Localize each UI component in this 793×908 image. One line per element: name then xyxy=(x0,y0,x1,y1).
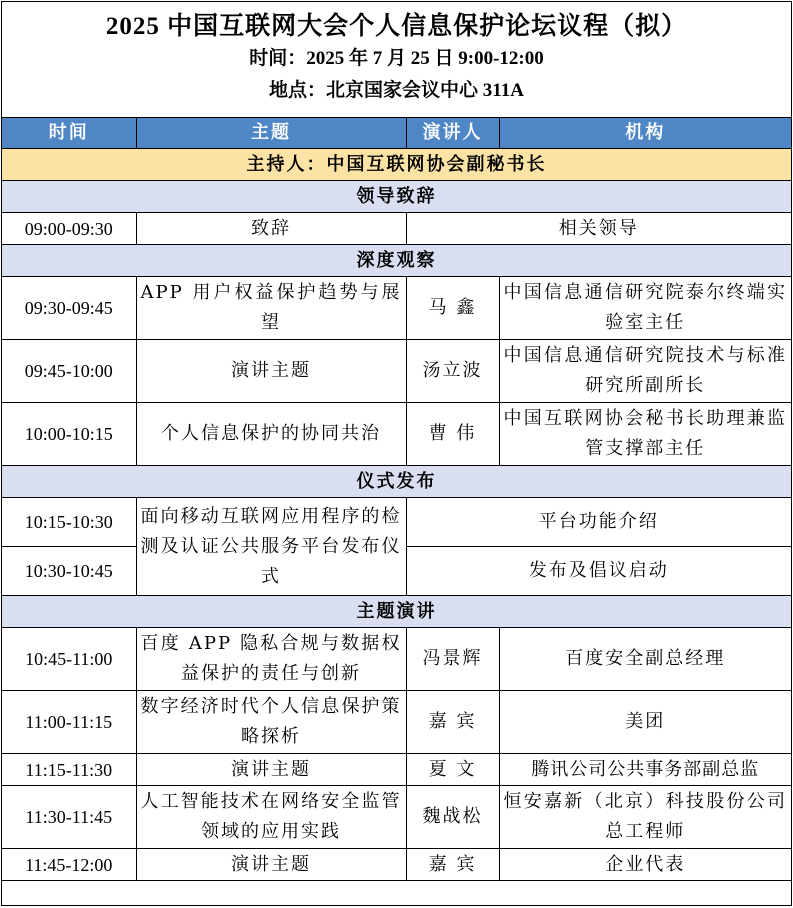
agenda-table xyxy=(2,118,791,881)
speaker-cell: 嘉 宾 xyxy=(406,849,499,881)
agenda-header xyxy=(2,2,791,118)
topic-cell: 致辞 xyxy=(136,213,406,245)
table-row xyxy=(2,498,791,547)
table-row xyxy=(2,340,791,403)
time-cell: 11:45-12:00 xyxy=(2,849,136,881)
speaker-cell: 嘉 宾 xyxy=(406,691,499,754)
org-cell: 中国信息通信研究院泰尔终端实验室主任 xyxy=(499,277,791,340)
org-cell: 恒安嘉新（北京）科技股份公司总工程师 xyxy=(499,786,791,849)
time-cell: 10:30-10:45 xyxy=(2,547,136,596)
table-row xyxy=(2,277,791,340)
section-title: 仪式发布 xyxy=(2,466,791,498)
topic-cell: 演讲主题 xyxy=(136,754,406,786)
column-header-time: 时间 xyxy=(2,118,136,149)
column-header-org: 机构 xyxy=(499,118,791,149)
host-row xyxy=(2,149,791,181)
column-header-speaker: 演讲人 xyxy=(406,118,499,149)
topic-cell: 面向移动互联网应用程序的检测及认证公共服务平台发布仪式 xyxy=(136,498,406,596)
time-cell: 11:30-11:45 xyxy=(2,786,136,849)
time-cell: 10:00-10:15 xyxy=(2,403,136,466)
table-row xyxy=(2,786,791,849)
speaker-cell: 冯景辉 xyxy=(406,628,499,691)
topic-cell: 个人信息保护的协同共治 xyxy=(136,403,406,466)
time-cell: 10:15-10:30 xyxy=(2,498,136,547)
topic-cell: 演讲主题 xyxy=(136,849,406,881)
time-line: 时间：2025 年 7 月 25 日 9:00-12:00 xyxy=(249,48,544,69)
table-row xyxy=(2,628,791,691)
agenda-page xyxy=(1,1,792,906)
section-row xyxy=(2,181,791,213)
time-cell: 09:45-10:00 xyxy=(2,340,136,403)
topic-cell: 百度 APP 隐私合规与数据权益保护的责任与创新 xyxy=(136,628,406,691)
section-row xyxy=(2,466,791,498)
section-row xyxy=(2,596,791,628)
org-cell: 中国信息通信研究院技术与标准研究所副所长 xyxy=(499,340,791,403)
topic-cell: 人工智能技术在网络安全监管领域的应用实践 xyxy=(136,786,406,849)
org-cell: 美团 xyxy=(499,691,791,754)
page-title: 2025 中国互联网大会个人信息保护论坛议程（拟） xyxy=(105,13,688,40)
org-cell: 企业代表 xyxy=(499,849,791,881)
column-header-row xyxy=(2,118,791,149)
section-row xyxy=(2,245,791,277)
section-title: 深度观察 xyxy=(2,245,791,277)
org-cell: 平台功能介绍 xyxy=(406,498,791,547)
time-cell: 11:15-11:30 xyxy=(2,754,136,786)
host-cell: 主持人：中国互联网协会副秘书长 xyxy=(2,149,791,181)
table-row xyxy=(2,213,791,245)
time-cell: 09:00-09:30 xyxy=(2,213,136,245)
time-cell: 09:30-09:45 xyxy=(2,277,136,340)
table-row xyxy=(2,849,791,881)
time-cell: 10:45-11:00 xyxy=(2,628,136,691)
speaker-cell: 曹 伟 xyxy=(406,403,499,466)
topic-cell: APP 用户权益保护趋势与展望 xyxy=(136,277,406,340)
org-cell: 腾讯公司公共事务部副总监 xyxy=(499,754,791,786)
topic-cell: 演讲主题 xyxy=(136,340,406,403)
speaker-cell: 魏战松 xyxy=(406,786,499,849)
org-cell: 中国互联网协会秘书长助理兼监管支撑部主任 xyxy=(499,403,791,466)
column-header-topic: 主题 xyxy=(136,118,406,149)
org-cell: 百度安全副总经理 xyxy=(499,628,791,691)
section-title: 主题演讲 xyxy=(2,596,791,628)
org-cell: 发布及倡议启动 xyxy=(406,547,791,596)
place-line: 地点：北京国家会议中心 311A xyxy=(269,80,524,101)
table-row xyxy=(2,403,791,466)
org-cell: 相关领导 xyxy=(406,213,791,245)
table-row xyxy=(2,691,791,754)
section-title: 领导致辞 xyxy=(2,181,791,213)
topic-cell: 数字经济时代个人信息保护策略探析 xyxy=(136,691,406,754)
time-cell: 11:00-11:15 xyxy=(2,691,136,754)
speaker-cell: 汤立波 xyxy=(406,340,499,403)
speaker-cell: 马 鑫 xyxy=(406,277,499,340)
speaker-cell: 夏 文 xyxy=(406,754,499,786)
table-row xyxy=(2,754,791,786)
